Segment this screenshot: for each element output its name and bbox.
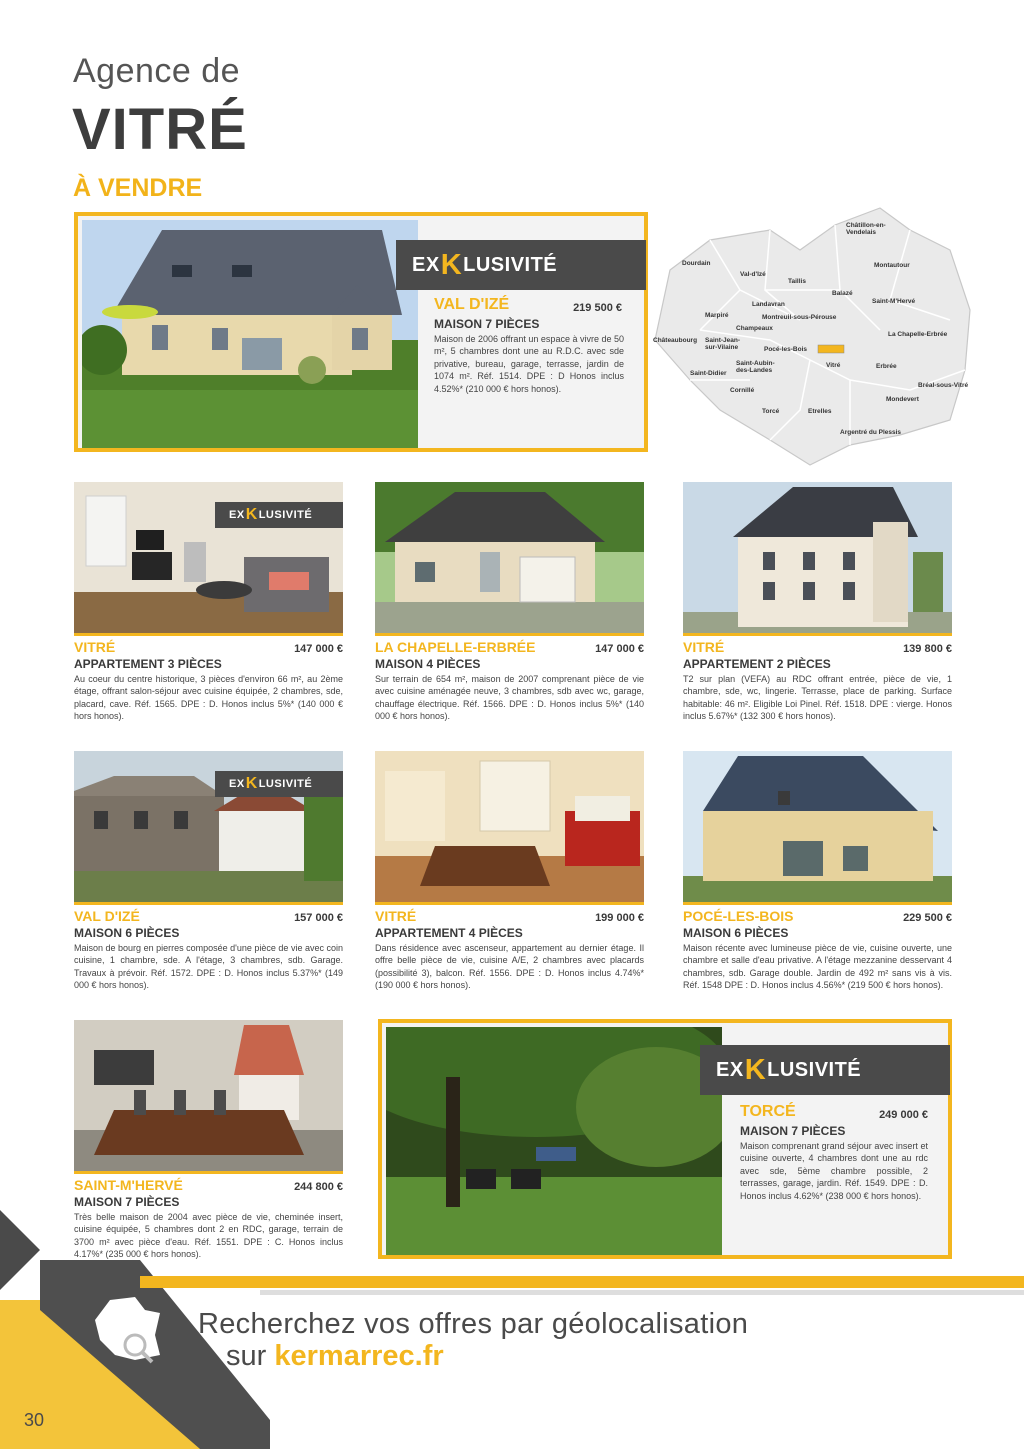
town-label: Torcé: [762, 408, 780, 415]
badge-text-lusivite: LUSIVITÉ: [258, 509, 313, 521]
house-photo: [82, 220, 418, 448]
listing-price: 139 800 €: [903, 643, 952, 655]
listing-price: 147 000 €: [595, 643, 644, 655]
exclusivity-badge: [700, 1045, 950, 1095]
town-label: Marpiré: [705, 312, 729, 319]
badge-text-ex: EX: [229, 778, 245, 790]
badge-k-logo: K: [440, 248, 463, 281]
town-label: Pocé-les-Bois: [764, 346, 807, 353]
badge-text-ex: EX: [229, 509, 245, 521]
town-label: Saint-Aubin-des-Landes: [736, 360, 775, 374]
exclusivity-badge: [215, 502, 343, 528]
listing-card[interactable]: [375, 482, 644, 732]
town-label: Saint-Jean-sur-Vilaine: [705, 337, 741, 351]
town-label: Montreuil-sous-Pérouse: [762, 314, 837, 321]
listing-description: Maison de bourg en pierres composée d'une pièce de vie avec coin cuisine, 1 chambre, sde. A l'étage, 3 chambres, sdb. Garage. Travaux à prévoir. Réf. 1572. DPE : D. Honos inclus 5.37%* (149 000 € hors honos).: [74, 943, 343, 991]
listing-type: APPARTEMENT 4 PIÈCES: [375, 926, 523, 940]
badge-k-logo: K: [245, 506, 258, 523]
france-map-icon: [90, 1295, 170, 1365]
listing-description: Maison comprenant grand séjour avec insert et cuisine ouverte, 4 chambres dont une au rdc avec sde, 5ème chambre possible, 2 terrasses, garage, jardin. Réf. 1549. DPE : D. Honos inclus 4.62%* (238 000 € hors honos).: [740, 1141, 928, 1201]
footer-search-text: Recherchez vos offres par géolocalisation: [198, 1308, 749, 1340]
town-label: Saint-Didier: [690, 370, 727, 377]
dining-room-photo: [74, 1020, 343, 1174]
town-label: Argentré du Plessis: [840, 429, 902, 436]
town-label: Châteaubourg: [653, 337, 698, 344]
town-label: Erbrée: [876, 363, 897, 370]
badge-k-logo: K: [744, 1053, 767, 1086]
listing-card[interactable]: [74, 482, 343, 732]
region-map: [650, 200, 980, 470]
listing-type: MAISON 7 PIÈCES: [434, 317, 540, 331]
building-photo: [683, 482, 952, 636]
website-link[interactable]: kermarrec.fr: [274, 1340, 444, 1372]
town-label: Etrelles: [808, 408, 832, 415]
listing-city: VAL D'IZÉ: [434, 296, 510, 313]
town-label: Balazé: [832, 290, 853, 297]
town-label: Val-d'Izé: [740, 271, 766, 278]
page-number: 30: [24, 1410, 45, 1430]
exclusivity-badge: [396, 240, 646, 290]
listing-city: VITRÉ: [74, 639, 116, 655]
town-label: Mondevert: [886, 396, 919, 403]
listing-city: VITRÉ: [683, 639, 725, 655]
listing-city: VITRÉ: [375, 908, 417, 924]
town-label: Montautour: [874, 262, 910, 269]
listing-city: SAINT-M'HERVÉ: [74, 1177, 183, 1193]
listing-price: 244 800 €: [294, 1181, 343, 1193]
town-label: Landavran: [752, 301, 785, 308]
town-label: Dourdain: [682, 260, 711, 267]
listing-type: MAISON 7 PIÈCES: [740, 1124, 846, 1138]
listing-description: Maison récente avec lumineuse pièce de vie, cuisine ouverte, une chambre et salle d'eau privative. A l'étage mezzanine desservant 4 chambres, sdb. Garage double. Jardin de 492 m² sans vis à vis. Réf. 1548 DPE : D. Honos inclus 4.56%* (219 500 € hors honos).: [683, 943, 952, 991]
footer-prefix: sur: [226, 1340, 267, 1372]
listing-type: MAISON 7 PIÈCES: [74, 1195, 180, 1209]
listing-type: MAISON 4 PIÈCES: [375, 657, 481, 671]
badge-text-ex: EX: [412, 253, 440, 276]
listing-price: 249 000 €: [879, 1109, 928, 1121]
badge-text-lusivite: LUSIVITÉ: [463, 253, 558, 276]
listing-price: 229 500 €: [903, 912, 952, 924]
listing-city: TORCÉ: [740, 1103, 796, 1120]
badge-text-lusivite: LUSIVITÉ: [258, 778, 313, 790]
listing-description: Dans résidence avec ascenseur, appartement au dernier étage. Il offre belle pièce de vie, cuisine A/E, 2 chambres avec placards (possibilité 3), balcon. Réf. 1556. DPE : D. Honos inclus 4.74%* (190 000 € hors honos).: [375, 943, 644, 991]
listing-price: 147 000 €: [294, 643, 343, 655]
town-label: Vitré: [826, 362, 841, 369]
badge-k-logo: K: [245, 775, 258, 792]
badge-text-lusivite: LUSIVITÉ: [767, 1058, 862, 1081]
listing-description: Maison de 2006 offrant un espace à vivre de 50 m², 5 chambres dont une au R.D.C. avec sde privative, bureau, garage, terrasse, jardin de 1074 m². Réf. 1514. DPE : D Honos inclus 4.52%* (210 000 € hors honos).: [434, 334, 624, 394]
town-label: Taillis: [788, 278, 806, 285]
listing-description: Au coeur du centre historique, 3 pièces d'environ 66 m², au 2ème étage, offrant salon-séjour avec cuisine équipée, 2 chambres, sde, placard, cave. Réf. 1565. DPE : D. Honos inclus 5%* (140 000 € hors honos).: [74, 674, 343, 722]
listing-type: APPARTEMENT 2 PIÈCES: [683, 657, 831, 671]
listing-type: MAISON 6 PIÈCES: [683, 926, 789, 940]
house-photo: [683, 751, 952, 905]
footer-website-line: [226, 1340, 444, 1373]
listing-city: VAL D'IZÉ: [74, 908, 140, 924]
listing-price: 157 000 €: [294, 912, 343, 924]
listing-price: 199 000 €: [595, 912, 644, 924]
town-label: La Chapelle-Erbrée: [888, 331, 948, 338]
agency-name: VITRÉ: [72, 97, 248, 162]
listing-description: T2 sur plan (VEFA) au RDC offrant entrée, pièce de vie, 1 chambre, sde, wc, lingerie. Terrasse, place de parking. Surface habitable: 46 m². Eligible Loi Pinel. Réf. 1518. DPE : vierge. Honos inclus 5.67%* (132 300 € hors honos).: [683, 674, 952, 722]
town-label: Cornillé: [730, 387, 755, 394]
listing-card[interactable]: [683, 482, 952, 732]
town-label: Bréal-sous-Vitré: [918, 382, 969, 389]
listing-description: Sur terrain de 654 m², maison de 2007 comprenant pièce de vie avec cuisine aménagée neuve, 3 chambres, sdb avec wc, garage, chauffage électrique. Réf. 1566. DPE : D. Honos inclus 5%* (140 000 € hors honos).: [375, 674, 644, 722]
listing-type: APPARTEMENT 3 PIÈCES: [74, 657, 222, 671]
listing-city: LA CHAPELLE-ERBRÉE: [375, 639, 536, 655]
listing-city: POCÉ-LES-BOIS: [683, 908, 794, 924]
listing-price: 219 500 €: [573, 302, 622, 314]
listing-card[interactable]: [375, 751, 644, 1001]
listing-card[interactable]: [683, 751, 952, 1016]
listing-card[interactable]: [74, 751, 343, 1001]
living-room-photo: [375, 751, 644, 905]
listing-type: MAISON 6 PIÈCES: [74, 926, 180, 940]
town-label: Champeaux: [736, 325, 773, 332]
town-label: Châtillon-en-Vendelais: [846, 222, 886, 236]
section-title: À VENDRE: [73, 174, 203, 202]
featured-listing-val-dize[interactable]: [74, 212, 648, 452]
town-label: Saint-M'Hervé: [872, 298, 916, 305]
exclusivity-badge: [215, 771, 343, 797]
listing-description: Très belle maison de 2004 avec pièce de vie, cheminée insert, cuisine équipée, 5 chambres dont 2 en RDC, garage, terrain de 3700 m² avec pièce d'eau. Réf. 1551. DPE : C. Honos inclus 4.17%* (235 000 € hors honos).: [74, 1212, 343, 1260]
agency-prefix: Agence de: [73, 52, 241, 90]
house-photo: [375, 482, 644, 636]
badge-text-ex: EX: [716, 1058, 744, 1081]
